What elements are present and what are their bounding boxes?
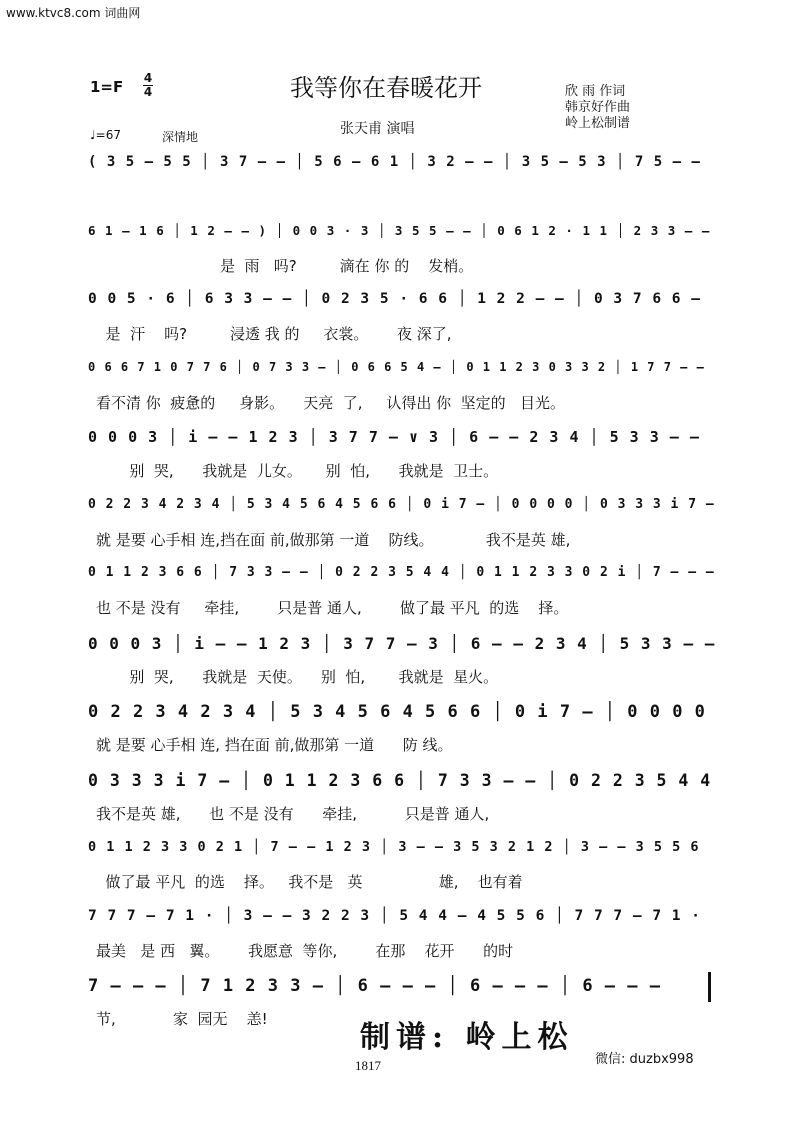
notation-line <box>88 972 718 1002</box>
time-signature <box>143 72 153 99</box>
song-title: 我等你在春暖花开 <box>290 74 482 102</box>
notation-line <box>88 219 718 249</box>
notation-notes: ( 3 5 – 5 5 │ 3 7 – – │ 5 6 – 6 1 │ 3 2 – – │ 3 5 – 5 3 │ 7 5 – – <box>88 154 701 170</box>
notation-line <box>88 698 718 728</box>
key-signature: 1=F <box>90 78 124 96</box>
lyric-line: 别 哭, 我就是 天使。 别 怕, 我就是 星火。 <box>96 667 499 686</box>
composer-credit: 韩京好作曲 <box>565 100 631 115</box>
notation-line <box>88 767 718 797</box>
notation-line <box>88 150 718 180</box>
site-watermark: www.ktvc8.com 词曲网 <box>6 6 141 20</box>
tempo-mark: ♩=67 <box>90 128 121 142</box>
lyric-line: 看不清 你 疲惫的 身影。 天亮 了, 认得出 你 坚定的 目光。 <box>96 393 565 412</box>
notation-notes: 0 2 2 3 4 2 3 4 │ 5 3 4 5 6 4 5 6 6 │ 0 i 7 – │ 0 0 0 0 │ 0 3 3 3 i 7 – <box>88 496 715 512</box>
lyric-line: 节, 家 园无 恙! <box>96 1010 268 1028</box>
notation-notes: 0 0 0 3 │ i – – 1 2 3 │ 3 7 7 – ∨ 3 │ 6 – – 2 3 4 │ 5 3 3 – – <box>88 428 700 446</box>
arranger-credit: 岭上松制谱 <box>565 116 631 131</box>
notation-line <box>88 835 718 865</box>
notation-notes: 0 1 1 2 3 3 0 2 1 │ 7 – – 1 2 3 │ 3 – – 3 5 3 2 1 2 │ 3 – – 3 5 5 6 <box>88 839 700 855</box>
notation-line <box>88 561 718 591</box>
lyricist-credit: 欣 雨 作词 <box>565 84 626 99</box>
lyric-line: 最美 是 西 翼。 我愿意 等你, 在那 花开 的时 <box>96 941 514 960</box>
page-number: 1817 <box>355 1058 381 1073</box>
notation-notes: 7 7 7 – 7 1 · │ 3 – – 3 2 2 3 │ 5 4 4 – 4 5 5 6 │ 7 7 7 – 7 1 · <box>88 907 701 924</box>
notation-notes: 0 0 0 3 │ i – – 1 2 3 │ 3 7 7 – 3 │ 6 – – 2 3 4 │ 5 3 3 – – <box>88 633 716 653</box>
notation-notes: 0 1 1 2 3 6 6 │ 7 3 3 – – │ 0 2 2 3 5 4 4 │ 0 1 1 2 3 3 0 2 i │ 7 – – – <box>88 565 715 580</box>
notation-notes: 6 1 – 1 6 │ 1 2 – – ) │ 0 0 3 · 3 │ 3 5 5 – – │ 0 6 1 2 · 1 1 │ 2 3 3 – – <box>88 222 711 238</box>
notation-line <box>88 493 718 523</box>
lyric-line: 就 是要 心手相 连, 挡在面 前,做那第 一道 防 线。 <box>96 736 453 754</box>
credits <box>565 84 630 132</box>
singer: 张天甫 演唱 <box>340 121 415 137</box>
notation-line <box>88 904 718 934</box>
notation-notes: 0 2 2 3 4 2 3 4 │ 5 3 4 5 6 4 5 6 6 │ 0 i 7 – │ 0 0 0 0 <box>88 702 706 722</box>
notation-line <box>88 356 718 386</box>
notation-notes: 0 6 6 7 1 0 7 7 6 │ 0 7 3 3 – │ 0 6 6 5 4 – │ 0 1 1 2 3 0 3 3 2 │ 1 7 7 – – <box>88 359 705 374</box>
arranger-signature: 制谱: 岭上松 <box>360 1020 574 1055</box>
lyric-line: 我不是英 雄, 也 不是 没有 牵挂, 只是普 通人, <box>96 804 490 823</box>
notation-notes: 0 0 5 · 6 │ 6 3 3 – – │ 0 2 3 5 · 6 6 │ 1 2 2 – – │ 0 3 7 6 6 – <box>88 291 701 307</box>
meter-bottom: 4 <box>143 85 153 99</box>
lyric-line: 是 雨 吗? 滴在 你 的 发梢。 <box>96 256 474 275</box>
final-barline <box>708 972 711 1002</box>
lyric-line: 是 汗 吗? 浸透 我 的 衣裳。 夜 深了, <box>96 325 452 343</box>
lyric-line: 也 不是 没有 牵挂, 只是普 通人, 做了最 平凡 的选 择。 <box>96 599 569 617</box>
meter-top: 4 <box>143 71 153 85</box>
wechat-contact: 微信: duzbx998 <box>595 1052 694 1067</box>
lyric-line: 别 哭, 我就是 儿女。 别 怕, 我就是 卫士。 <box>96 462 499 480</box>
expression-mark: 深情地 <box>162 130 199 144</box>
notation-line <box>88 287 718 317</box>
notation-line <box>88 424 718 454</box>
lyric-line: 做了最 平凡 的选 择。 我不是 英 雄, 也有着 <box>96 873 523 891</box>
notation-notes: 0 3 3 3 i 7 – │ 0 1 1 2 3 6 6 │ 7 3 3 – – │ 0 2 2 3 5 4 4 <box>88 770 712 790</box>
notation-notes: 7 – – – │ 7 1 2 3 3 – │ 6 – – – │ 6 – – – │ 6 – – – <box>88 976 661 996</box>
notation-line <box>88 630 718 660</box>
lyric-line: 就 是要 心手相 连,挡在面 前,做那第 一道 防线。 我不是英 雄, <box>96 530 571 549</box>
